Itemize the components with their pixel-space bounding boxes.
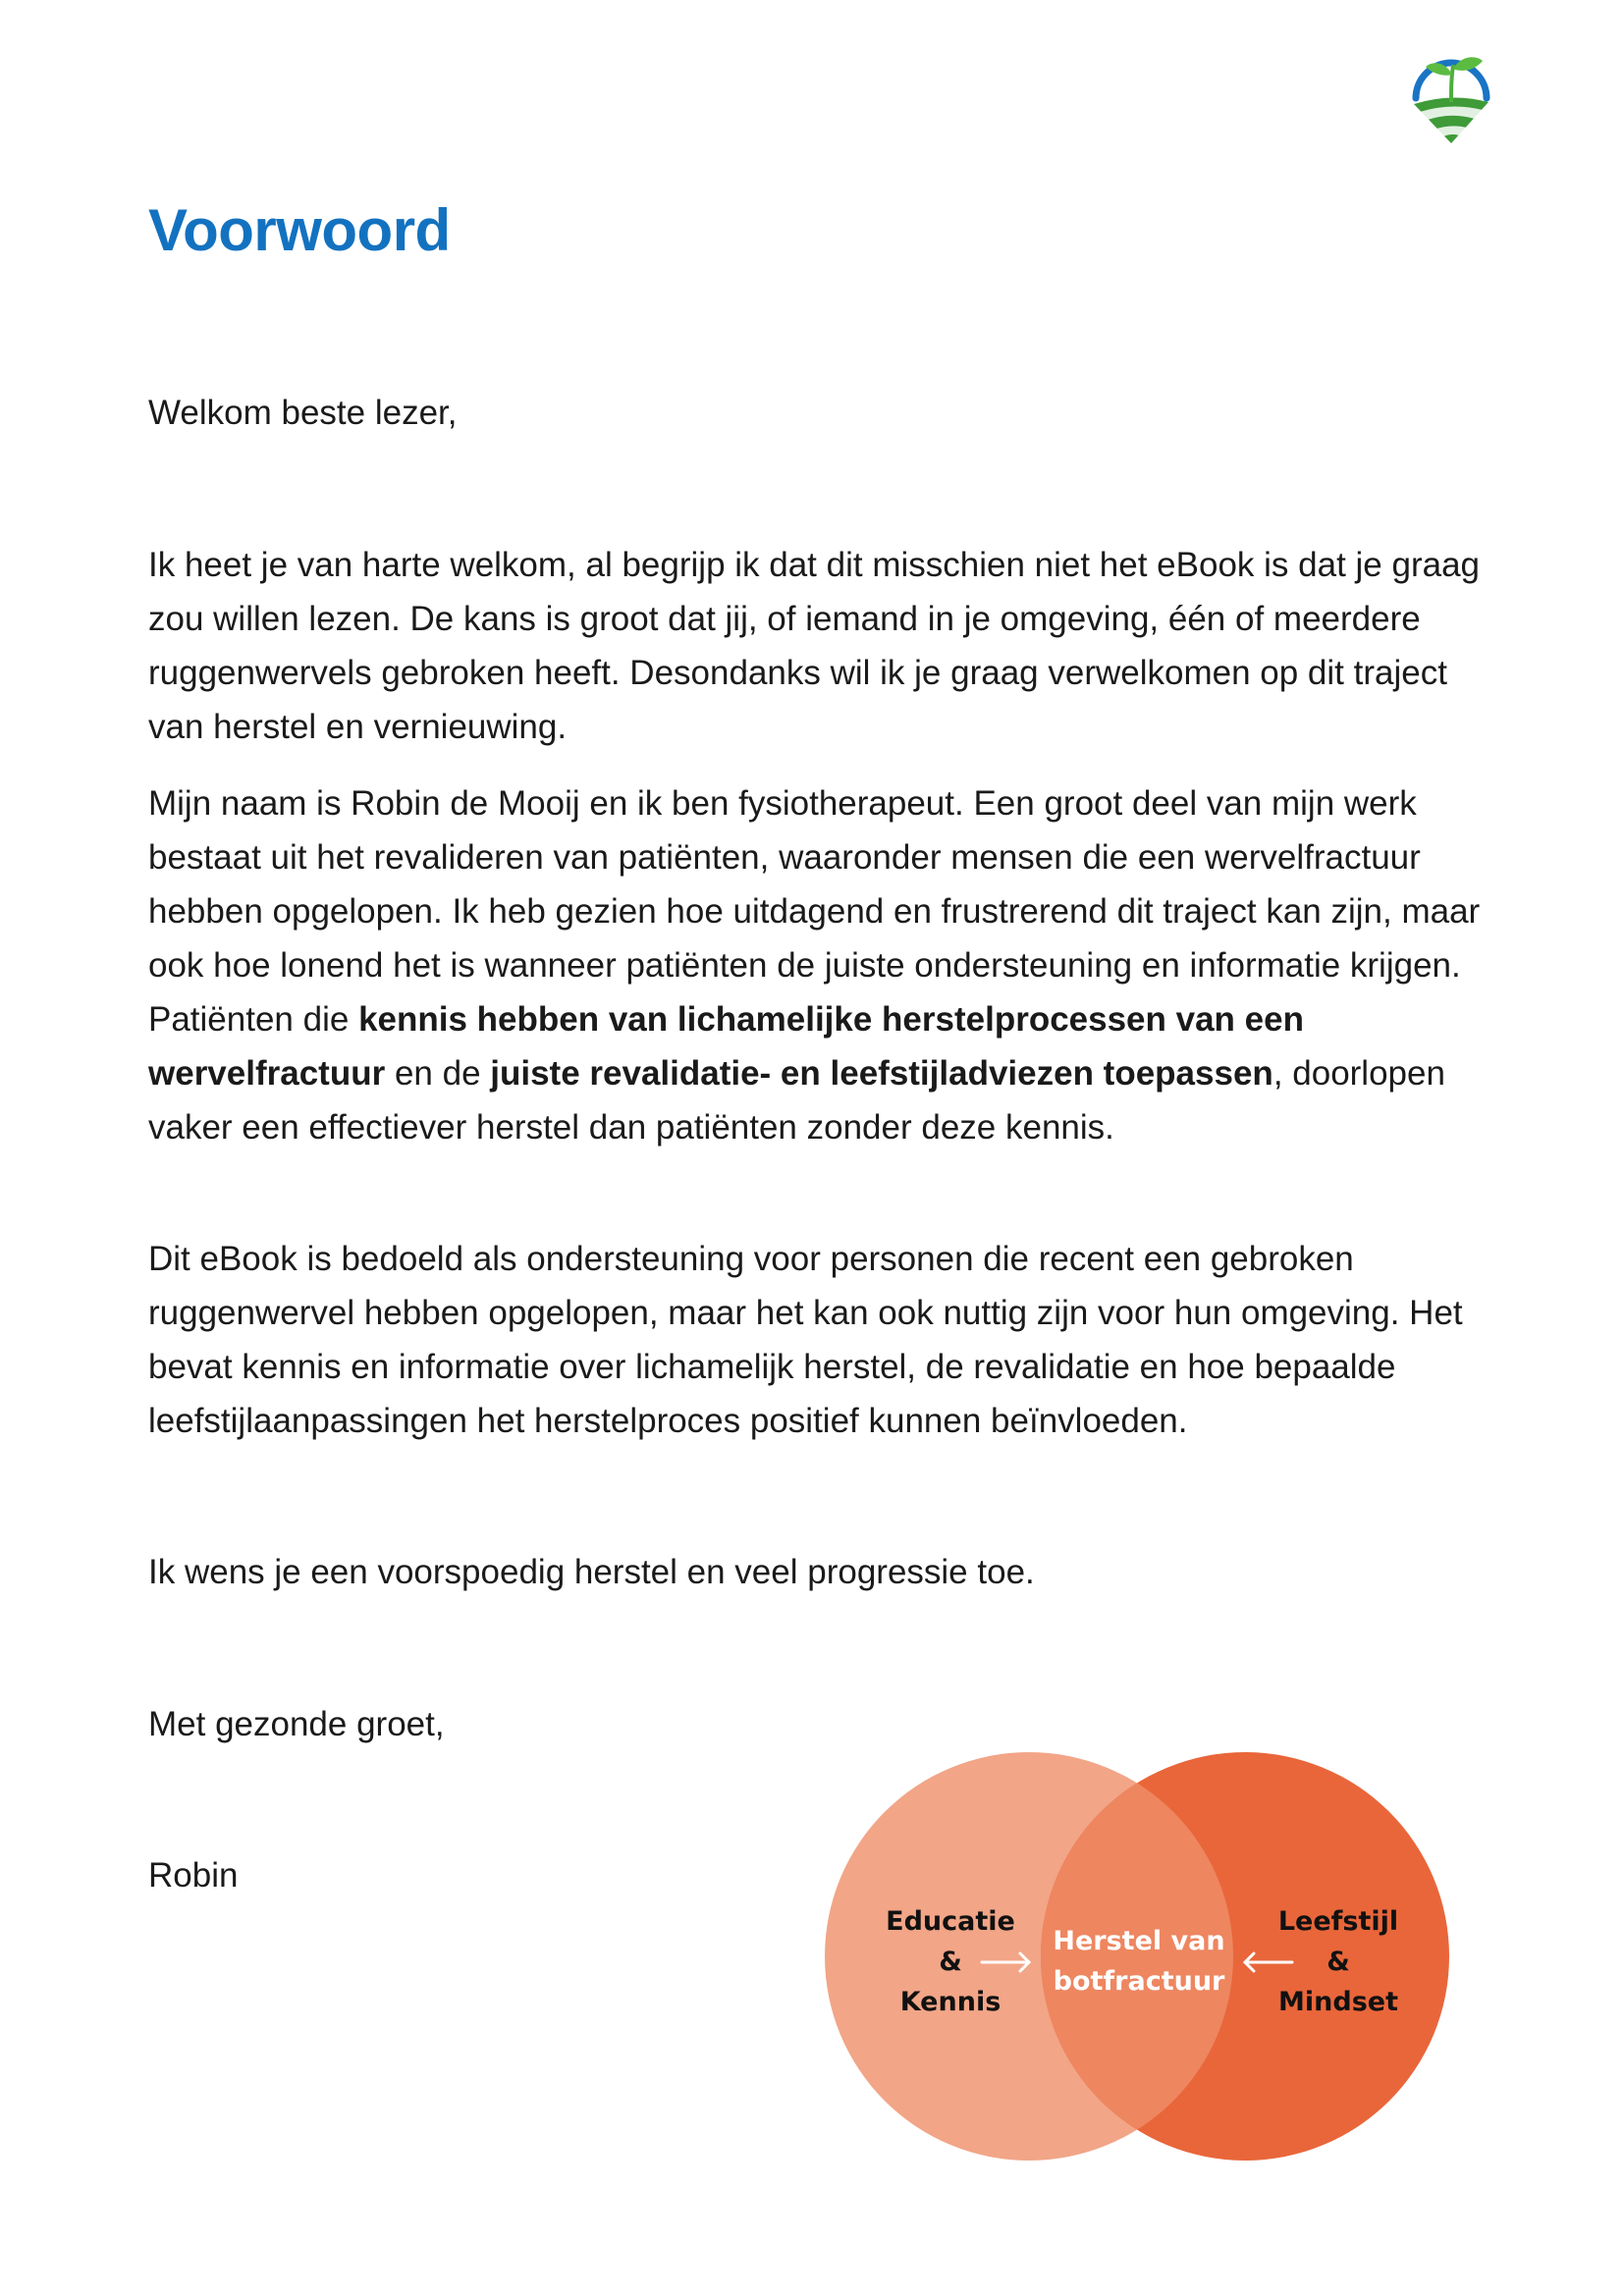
greeting: Welkom beste lezer,: [148, 394, 458, 432]
paragraph-purpose: Dit eBook is bedoeld als ondersteuning voor personen die recent een gebroken ruggenwervel hebben opgelopen, maar het kan ook nuttig zijn voor hun omgeving. Het bevat kennis en informatie over lichamelijk herstel, de revalidatie en hoe bepaalde leefstijlaanpassingen het herstelproces positief kunnen beïnvloeden.: [148, 1240, 1463, 1440]
bold-knowledge: kennis hebben van lichamelijke herstelprocessen van een wervelfractuur: [148, 1000, 1304, 1093]
page-title: Voorwoord: [148, 197, 451, 263]
logo-sprout-icon: [1406, 41, 1496, 145]
paragraph-intro: Ik heet je van harte welkom, al begrijp ik dat dit misschien niet het eBook is dat je graag zou willen lezen. De kans is groot dat jij, of iemand in je omgeving, één of meerdere ruggenwervels gebroken heeft. Desondanks wil ik je graag verwelkomen op dit traject van herstel en vernieuwing.: [148, 546, 1481, 746]
wish-line: Ik wens je een voorspoedig herstel en veel progressie toe.: [148, 1553, 1035, 1591]
closing-line: Met gezonde groet,: [148, 1705, 445, 1743]
paragraph-about: Mijn naam is Robin de Mooij en ik ben fysiotherapeut. Een groot deel van mijn werk bestaat uit het revalideren van patiënten, waaronder mensen die een wervelfractuur hebben opgelopen. Ik heb gezien hoe uitdagend en frustrerend dit traject kan zijn, maar ook hoe lonend het is wanneer patiënten de juiste ondersteuning en informatie krijgen. Patiënten die kennis hebben van lichamelijke herstelprocessen van een wervelfractuur en de juiste revalidatie- en leefstijladviezen toepassen, doorlopen vaker een effectiever herstel dan patiënten zonder deze kennis.: [148, 784, 1481, 1147]
venn-label-center: Herstel van botfractuur: [1053, 1926, 1225, 1997]
bold-advice: juiste revalidatie- en leefstijladviezen toepassen: [490, 1054, 1273, 1093]
signature: Robin: [148, 1856, 239, 1895]
venn-diagram: [823, 1750, 1451, 2163]
venn-label-left: Educatie & Kennis: [886, 1906, 1015, 2017]
venn-label-right: Leefstijl & Mindset: [1277, 1906, 1399, 2017]
